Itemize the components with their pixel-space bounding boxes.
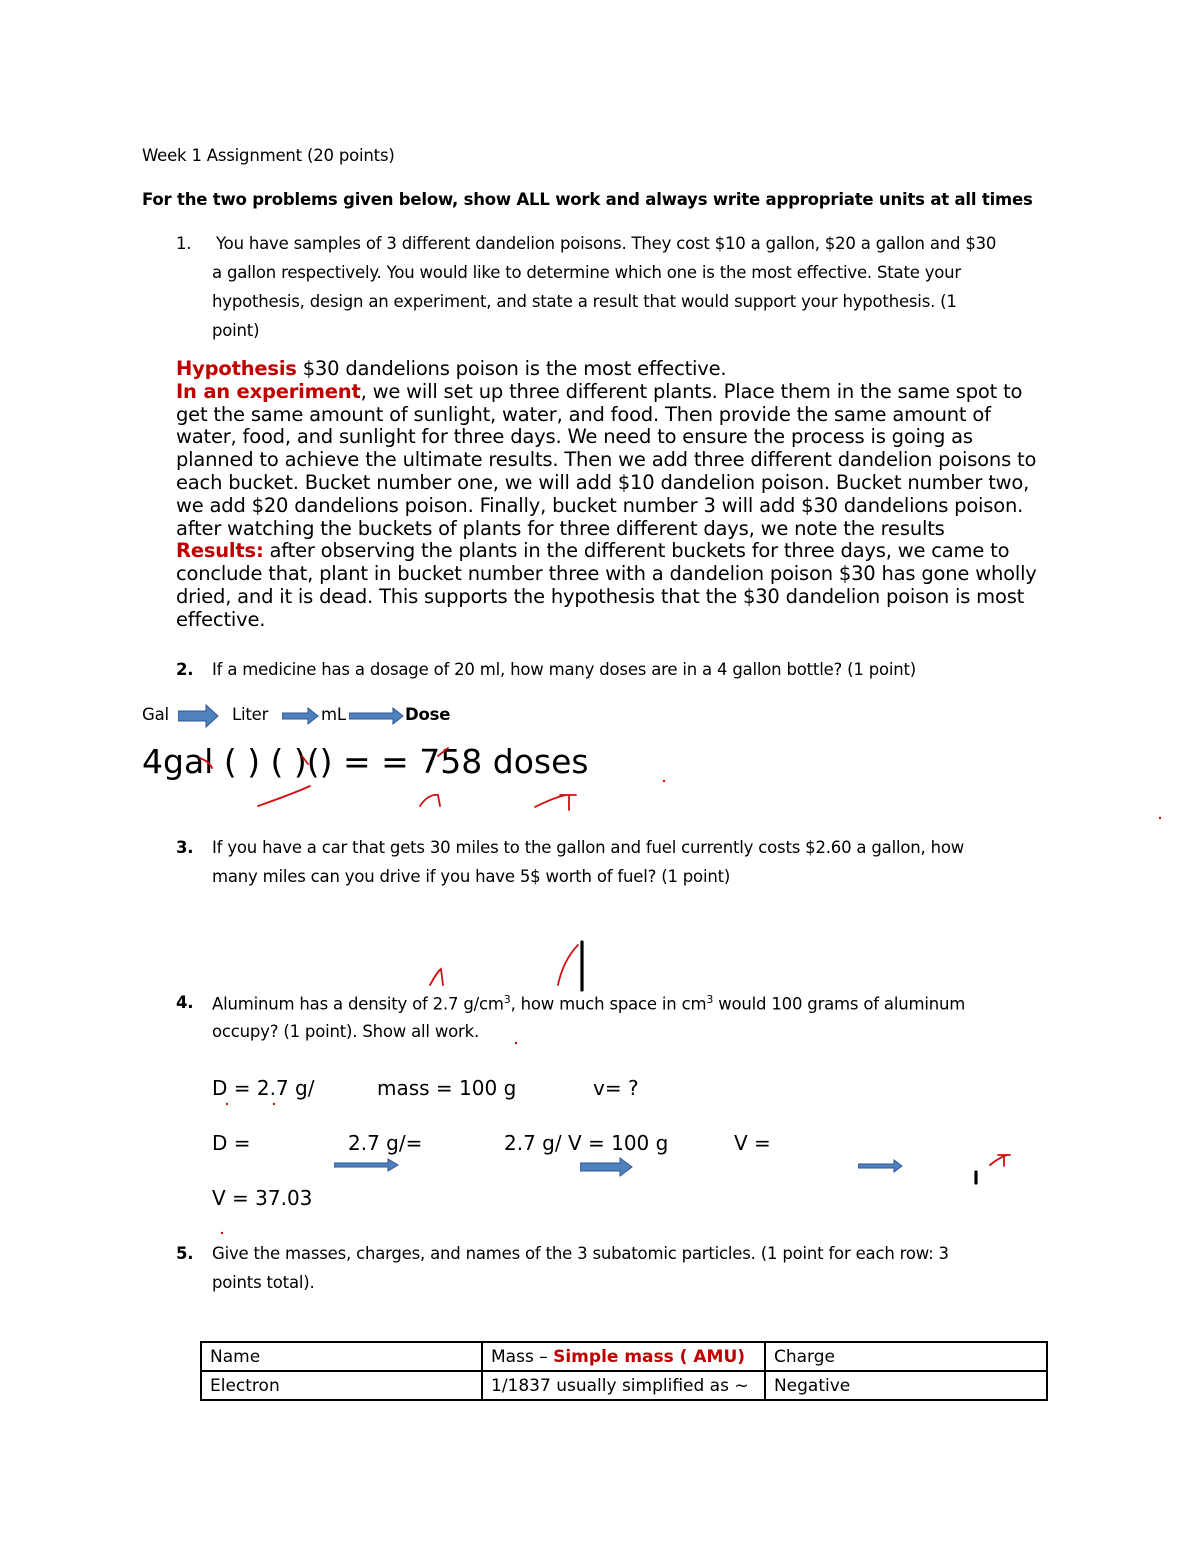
check-mark-icon — [420, 795, 440, 806]
q4-line-2: occupy? (1 point). Show all work. — [212, 1022, 479, 1041]
q4-text-a: Aluminum has a density of 2.7 g/cm — [212, 994, 504, 1014]
eq-step-2: 2.7 g/ V = 100 g — [504, 1131, 669, 1155]
q1-line-4: point) — [212, 321, 260, 340]
dose-equation: 4gal ( ) ( )() = = 758 doses — [142, 742, 589, 781]
hypothesis-label: Hypothesis — [176, 357, 297, 380]
q4-number: 4. — [176, 993, 194, 1012]
check-mark-icon — [535, 795, 566, 807]
ink-dot-icon — [221, 1232, 223, 1234]
eq-result: V = 37.03 — [212, 1186, 313, 1210]
experiment-label: In an experiment — [176, 379, 361, 403]
q1-number: 1. — [176, 234, 192, 253]
instructions: For the two problems given below, show ALL work and always write appropriate units at all times — [142, 190, 1033, 209]
check-mark-icon — [558, 945, 578, 985]
q5-number: 5. — [176, 1244, 194, 1263]
conv-ml: mL — [321, 705, 346, 724]
q5-line-1: Give the masses, charges, and names of the 3 subatomic particles. (1 point for each row: 3 — [212, 1244, 949, 1263]
ink-dot-icon — [273, 1103, 275, 1105]
q4-text-c: would 100 grams of aluminum — [713, 994, 966, 1014]
header-mass-highlight: Simple mass ( AMU) — [553, 1346, 746, 1367]
ink-dot-icon — [515, 1042, 517, 1044]
ink-dot-icon — [1159, 817, 1161, 819]
cell-charge: Negative — [765, 1371, 1047, 1400]
q1-line-3: hypothesis, design an experiment, and state a result that would support your hypothesis. (1 — [212, 292, 957, 311]
cell-name: Electron — [201, 1371, 482, 1400]
ink-dot-icon — [663, 780, 665, 782]
q3-number: 3. — [176, 838, 194, 857]
ink-stroke-icon — [302, 756, 308, 764]
eq-step-1: 2.7 g/= — [348, 1131, 423, 1155]
q3-line-2: many miles can you drive if you have 5$ worth of fuel? (1 point) — [212, 867, 731, 886]
conv-gal: Gal — [142, 705, 169, 724]
q4-sup-2: 3 — [706, 993, 714, 1006]
q5-line-2: points total). — [212, 1273, 315, 1292]
q3-line-1: If you have a car that gets 30 miles to the gallon and fuel currently costs $2.60 a gallon, how — [212, 838, 965, 857]
q4-sup-1: 3 — [503, 993, 511, 1006]
check-mark-icon — [998, 1155, 1010, 1166]
header-charge: Charge — [765, 1342, 1047, 1371]
eq-d-equals: D = — [212, 1131, 251, 1155]
cell-mass: 1/1837 usually simplified as ~ — [482, 1371, 765, 1400]
conv-liter: Liter — [232, 705, 269, 724]
q1-line-2: a gallon respectively. You would like to determine which one is the most effective. State your — [212, 263, 962, 282]
results-text: after observing the plants in the different buckets for three days, we came to conclude that, plant in bucket number three with a dandelion poison $30 has gone wholly dried, and it is dead. This supports the hypothesis that the $30 dandelion poison is most effective. — [176, 539, 1037, 631]
hypothesis-text: $30 dandelions poison is the most effective. — [296, 357, 727, 380]
eq-mass: mass = 100 g — [377, 1076, 517, 1100]
eq-v-equals: V = — [734, 1131, 771, 1155]
ink-stroke-icon — [438, 748, 448, 756]
ink-stroke-icon — [200, 758, 212, 768]
experiment-text: , we will set up three different plants. Place them in the same spot to get the same amount of sunlight, water, and food. Then provide the same amount of water, food, and sunlight for three days. We need to ensure the process is going as planned to achieve the ultimate results. Then we add three different dandelion poisons to each bucket. Bucket number one, we will add $10 dandelion poison. Bucket number two, we add $20 dandelions poison. Finally, bucket number 3 will add $30 dandelions poison. after watching the buckets of plants for three different days, we note the results — [176, 379, 1037, 540]
q1-line-1: You have samples of 3 different dandelion poisons. They cost $10 a gallon, $20 a gallon and $30 — [216, 234, 997, 253]
results-label: Results: — [176, 539, 264, 563]
check-mark-icon — [258, 786, 310, 806]
q2-text: If a medicine has a dosage of 20 ml, how many doses are in a 4 gallon bottle? (1 point) — [212, 660, 917, 679]
check-mark-icon — [430, 969, 443, 985]
header-name: Name — [201, 1342, 482, 1371]
assignment-title: Week 1 Assignment (20 points) — [142, 146, 395, 165]
header-mass-prefix: Mass – — [491, 1346, 554, 1367]
q4-text-b: , how much space in cm — [510, 994, 707, 1014]
ink-dot-icon — [226, 1103, 228, 1105]
check-mark-icon — [560, 795, 576, 810]
eq-volume-unknown: v= ? — [593, 1076, 639, 1100]
q2-number: 2. — [176, 660, 194, 679]
conv-dose: Dose — [405, 705, 451, 724]
eq-density: D = 2.7 g/ — [212, 1076, 315, 1100]
